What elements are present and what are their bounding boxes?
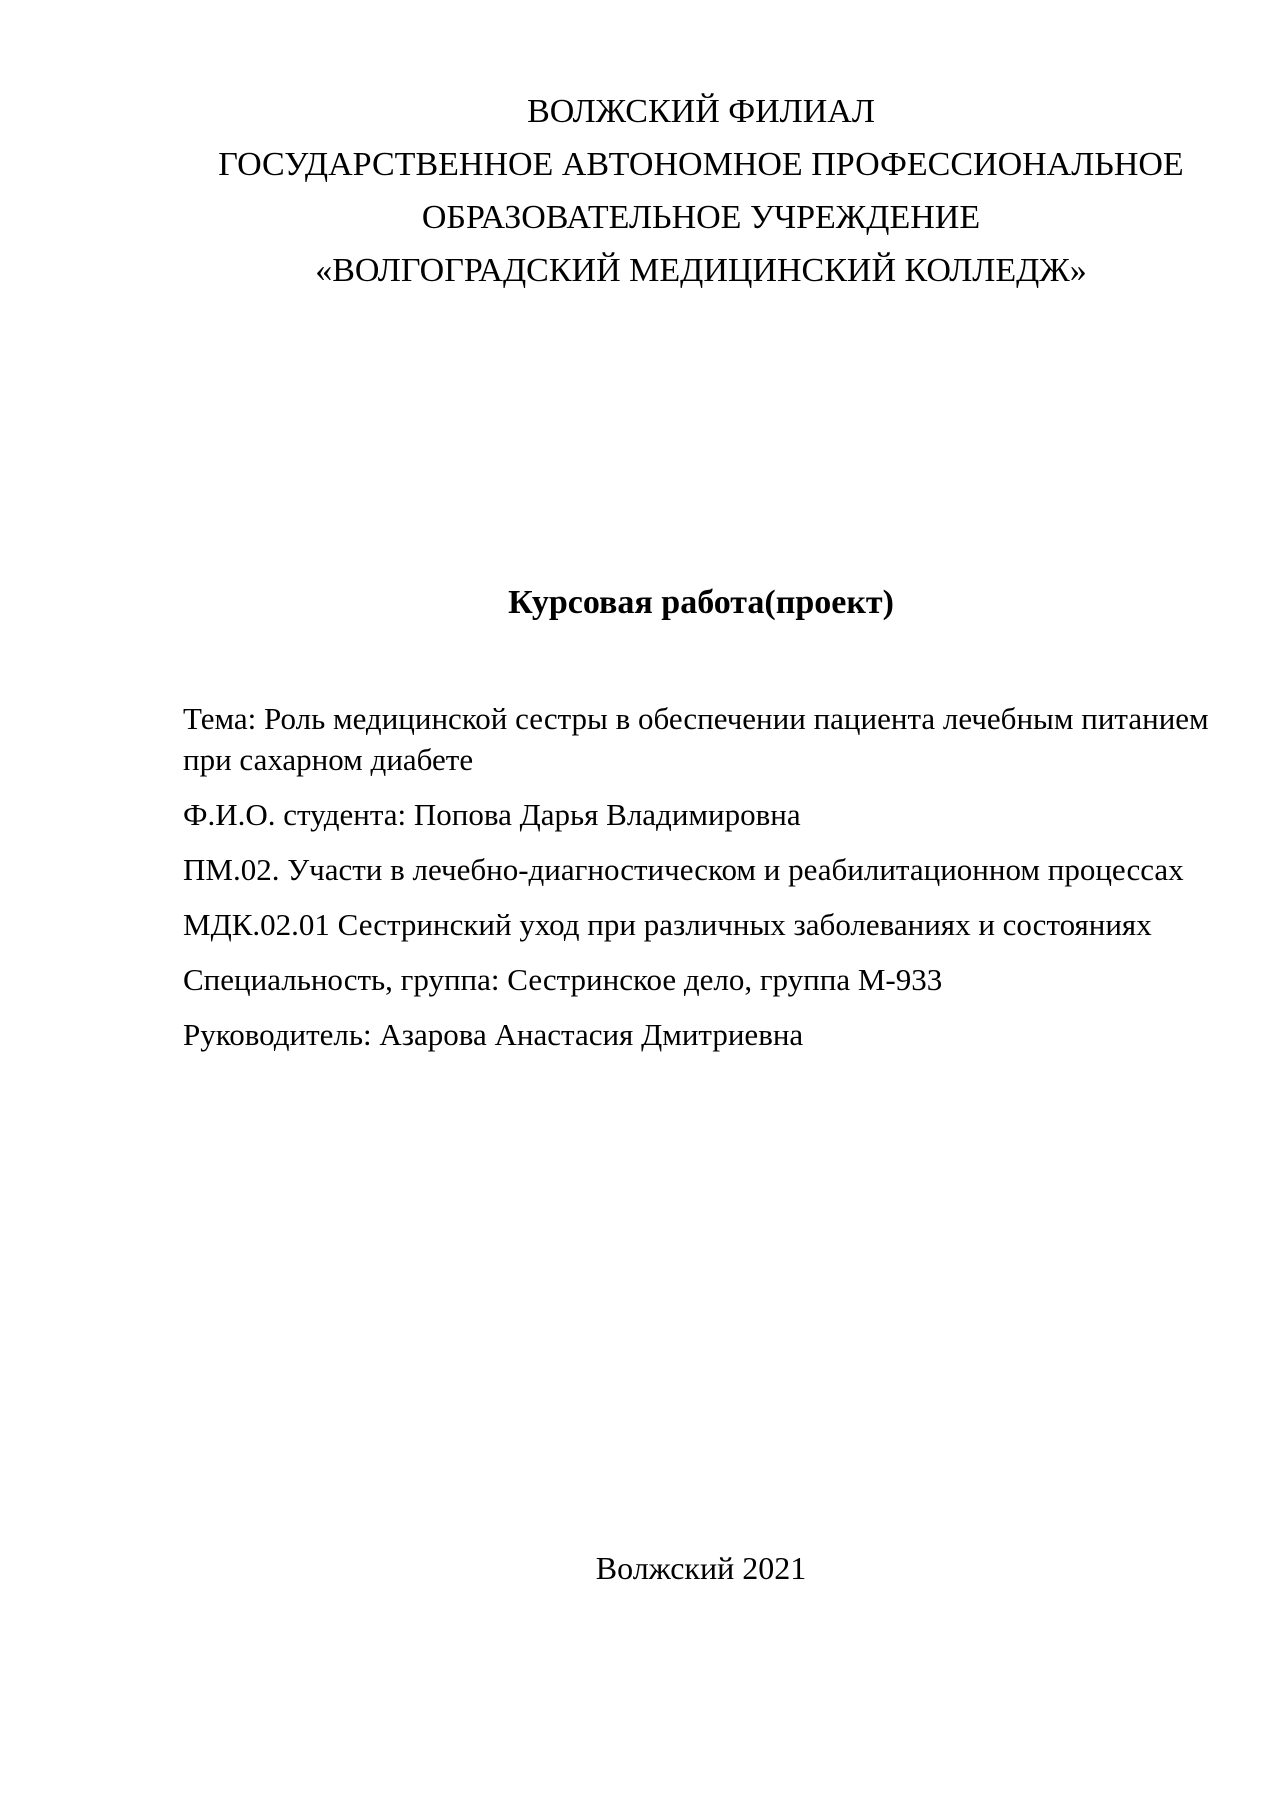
field-professional-module: ПМ.02. Участи в лечебно-диагностическом и реабилитационном процессах: [183, 852, 1184, 887]
field-course-module: МДК.02.01 Сестринский уход при различных заболеваниях и состояниях: [183, 907, 1152, 942]
org-header-line-institution-type-2: ОБРАЗОВАТЕЛЬНОЕ УЧРЕЖДЕНИЕ: [421, 199, 981, 236]
title-page-fields: [183, 698, 1219, 1055]
org-header-line-institution-type: ГОСУДАРСТВЕННОЕ АВТОНОМНОЕ ПРОФЕССИОНАЛЬНОЕ: [218, 146, 1184, 183]
city-year-line: Волжский 2021: [595, 1550, 807, 1586]
document-title: Курсовая работа(проект): [508, 584, 894, 621]
field-topic-line-2: при сахарном диабете: [183, 742, 474, 777]
field-specialty-group: Специальность, группа: Сестринское дело, группа М-933: [183, 962, 943, 997]
organization-header: [183, 0, 1219, 297]
field-topic-line-1: Тема: Роль медицинской сестры в обеспечении пациента лечебным питанием: [183, 701, 1209, 736]
text-area: [183, 0, 1219, 1069]
field-supervisor: Руководитель: Азарова Анастасия Дмитриевна: [183, 1017, 804, 1052]
org-header-line-college-name: «ВОЛГОГРАДСКИЙ МЕДИЦИНСКИЙ КОЛЛЕДЖ»: [315, 252, 1087, 289]
field-student-name: Ф.И.О. студента: Попова Дарья Владимировна: [183, 797, 801, 832]
org-header-line-branch: ВОЛЖСКИЙ ФИЛИАЛ: [527, 93, 875, 130]
field-topic: [183, 698, 1219, 780]
